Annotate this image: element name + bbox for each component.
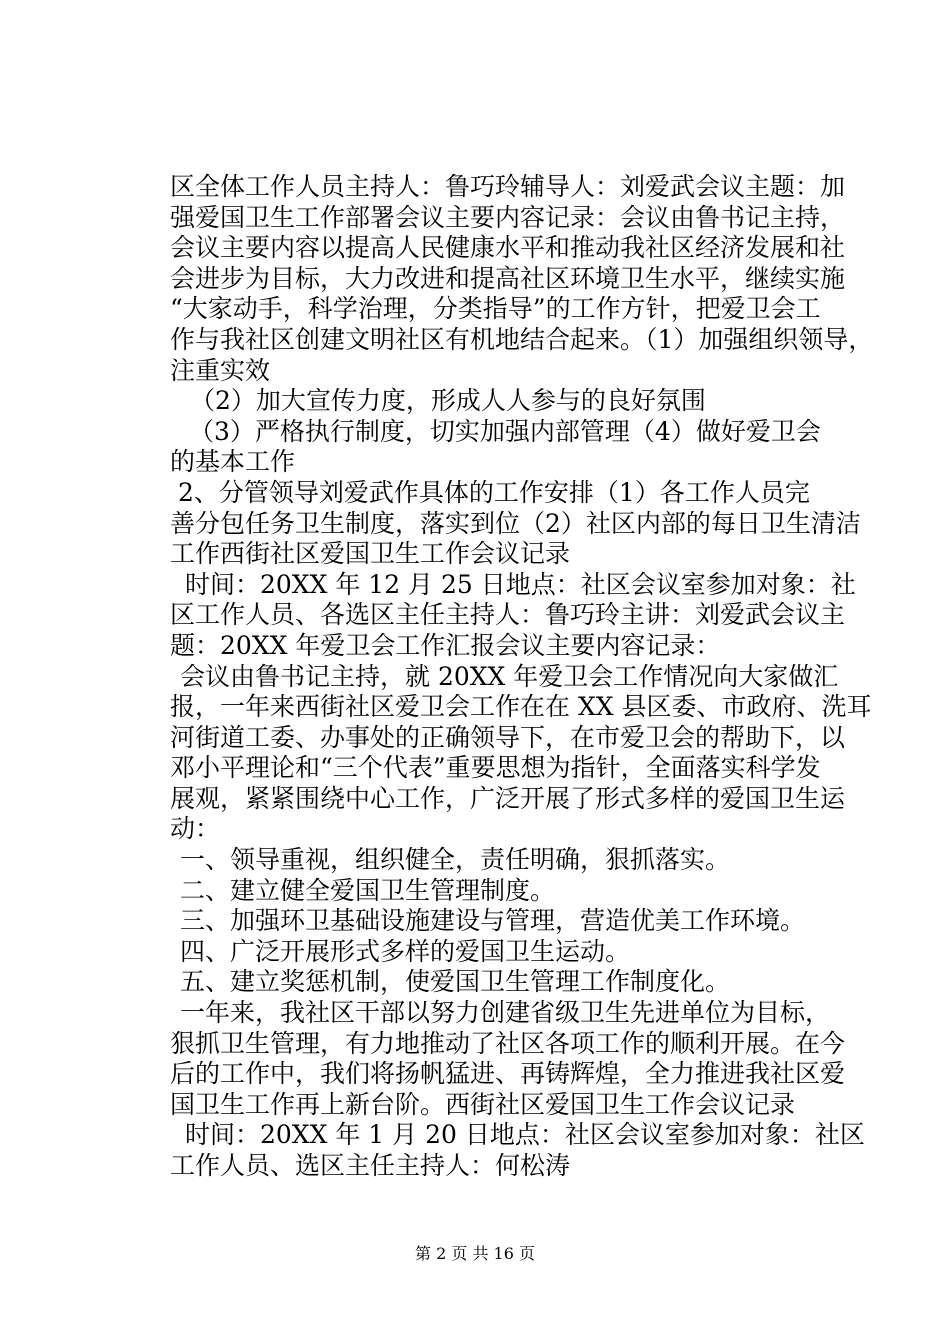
- page-footer: [0, 1244, 950, 1264]
- text-line: 会议由鲁书记主持，就 20XX 年爱卫会工作情况向大家做汇: [180, 661, 839, 691]
- text-line: 五、建立奖惩机制，使爱国卫生管理工作制度化。: [180, 967, 731, 997]
- text-line: 一年来，我社区干部以努力创建省级卫生先进单位为目标，: [180, 998, 831, 1028]
- text-line: 三、加强环卫基础设施建设与管理，营造优美工作环境。: [180, 906, 806, 936]
- text-line: “大家动手，科学治理，分类指导”的工作方针，把爱卫会工: [170, 294, 821, 324]
- text-line: 时间：20XX 年 12 月 25 日地点：社区会议室参加对象：社: [185, 569, 856, 599]
- text-line: 一、领导重视，组织健全，责任明确，狠抓落实。: [180, 845, 731, 875]
- text-line: 狠抓卫生管理，有力地推动了社区各项工作的顺利开展。在今: [170, 1028, 846, 1058]
- text-line: 二、建立健全爱国卫生管理制度。: [180, 875, 556, 905]
- text-line: 报，一年来西街社区爱卫会工作在在 XX 县区委、市政府、洗耳: [170, 692, 872, 722]
- text-line: 时间：20XX 年 1 月 20 日地点：社区会议室参加对象：社区: [185, 1120, 865, 1150]
- text-line: 后的工作中，我们将扬帆猛进、再铸辉煌，全力推进我社区爱: [170, 1059, 846, 1089]
- document-body: [170, 172, 874, 1182]
- page-number-label: 第 2 页 共 16 页: [415, 1244, 535, 1263]
- text-line: 的基本工作: [170, 447, 296, 477]
- text-line: 动：: [170, 814, 221, 844]
- text-line: 区全体工作人员主持人：鲁巧玲辅导人：刘爱武会议主题：加: [170, 172, 846, 201]
- text-line: 区工作人员、各选区主任主持人：鲁巧玲主讲：刘爱武会议主: [170, 600, 846, 630]
- text-line: 四、广泛开展形式多样的爱国卫生运动。: [180, 936, 631, 966]
- text-line: 善分包任务卫生制度，落实到位（2）社区内部的每日卫生清洁: [170, 508, 861, 538]
- text-line: 国卫生工作再上新台阶。西街社区爱国卫生工作会议记录: [170, 1089, 796, 1119]
- text-line: （2）加大宣传力度，形成人人参与的良好氛围: [190, 386, 706, 416]
- text-line: 河街道工委、办事处的正确领导下，在市爱卫会的帮助下，以: [170, 722, 846, 752]
- text-line: 会议主要内容以提高人民健康水平和推动我社区经济发展和社: [170, 233, 846, 263]
- text-line: 强爱国卫生工作部署会议主要内容记录：会议由鲁书记主持，: [170, 202, 846, 232]
- text-line: 2、分管领导刘爱武作具体的工作安排（1）各工作人员完: [178, 477, 810, 507]
- text-line: 展观，紧紧围绕中心工作，广泛开展了形式多样的爱国卫生运: [170, 783, 846, 813]
- text-line: 作与我社区创建文明社区有机地结合起来。（1）加强组织领导，: [170, 324, 874, 354]
- text-line: 工作人员、选区主任主持人：何松涛: [170, 1151, 571, 1180]
- text-line: 邓小平理论和“三个代表”重要思想为指针，全面落实科学发: [170, 753, 821, 783]
- text-line: 题：20XX 年爱卫会工作汇报会议主要内容记录：: [170, 630, 721, 660]
- text-line: （3）严格执行制度，切实加强内部管理（4）做好爱卫会: [189, 416, 821, 446]
- text-line: 工作西街社区爱国卫生工作会议记录: [170, 539, 571, 569]
- text-line: 会进步为目标，大力改进和提高社区环境卫生水平，继续实施: [170, 263, 846, 293]
- text-line: 注重实效: [170, 355, 271, 385]
